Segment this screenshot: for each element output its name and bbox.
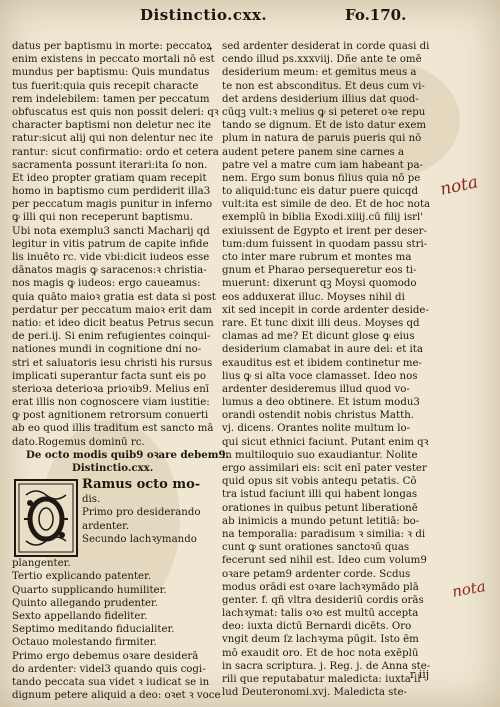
signature-mark: r iij — [410, 668, 430, 681]
list-line: Sexto appellando fideliter. — [12, 610, 148, 622]
text-line: orandi ostendit nobis christus Matth. — [222, 410, 414, 422]
text-line: vult:ita est simile de deo. Et de hoc nota — [222, 199, 431, 211]
initial-block — [12, 477, 232, 557]
text-line: ratur:sicut alij qui non delentur nec ite — [12, 133, 214, 145]
text-line: dānatos magis ꝙ saracenos:ꝛ christia- — [12, 265, 207, 277]
text-line: vngit deum ſz lachꝛyma pūgit. Isto ēm — [222, 634, 419, 646]
text-line: na temporalia: paradisum ꝛ similia: ꝛ di — [222, 528, 426, 540]
text-line: rili que reputabatur maledicta: iuxta il — [222, 674, 421, 685]
margin-note-2: nota — [450, 577, 487, 601]
text-line: muerunt: dixerunt qꝫ Moysi quomodo — [222, 278, 417, 290]
list-line: tando peccata sua videt ꝛ iudicat se in — [12, 676, 210, 688]
list-line: Quarto supplicando humiliter. — [12, 584, 167, 596]
initial-text-line: Ramus octo mo- — [82, 477, 201, 493]
text-line: sed ardenter desiderat in corde quasi di — [222, 41, 430, 52]
text-line: patre vel a matre cum iam habeant pa- — [222, 159, 423, 171]
text-line: deo: iuxta dictū Bernardi dicēts. Oro — [222, 621, 412, 633]
list-line: dignum petere aliquid a deo: oꝛet ꝛ voce — [12, 690, 221, 702]
text-line: legitur in vitis patrum de capite infide — [12, 238, 209, 250]
text-line: rantur: sicut confirmatio: ordo et cetera — [12, 146, 219, 158]
initial-text-line: Primo pro desiderando — [82, 507, 201, 519]
text-line: nos magis ꝙ iudeos: ergo caueamus: — [12, 278, 201, 290]
list-line: plangenter. — [12, 558, 71, 570]
right-column — [222, 40, 454, 699]
text-line: sacramenta possunt iterari:ita ſo non. — [12, 159, 208, 171]
text-line: qui sicut ethnici faciunt. Putant enim qꝛ — [222, 436, 429, 448]
text-line: lius ꝙ si alta voce clamasset. Ideo nos — [222, 370, 418, 382]
modes-list — [12, 557, 232, 702]
initial-text — [82, 477, 232, 546]
text-line: Ubi nota exemplu3 sancti Macharij qd — [12, 225, 210, 237]
list-line: Octauo molestando firmiter. — [12, 637, 157, 649]
text-line: dato.Rogemus dominū rc. — [12, 436, 145, 448]
chapter-heading: De octo modis quib9 oꝛare debem9. — [26, 448, 230, 461]
text-line: lumus a deo obtinere. Et istum modu3 — [222, 397, 420, 409]
list-line: do ardenter: videl3 quando quis cogi- — [12, 663, 206, 675]
text-line: ergo assimilari eis: scit enī pater vester — [222, 463, 427, 474]
text-line: tra istud faciunt illi qui habent longas — [222, 489, 418, 501]
text-line: exemplū in biblia Exodi.xiiij.cū filij isrl' — [222, 212, 424, 224]
initial-o-icon — [16, 481, 76, 555]
text-line: in multiloquio suo exaudiantur. Nolite — [222, 449, 418, 461]
folio-number: Fo.170. — [345, 6, 407, 24]
text-line: fecerunt sed nihil est. Ideo cum volum9 — [222, 555, 427, 567]
chapter-subheading: Distinctio.cxx. — [72, 462, 154, 474]
text-line: xit sed incepit in corde ardenter deside- — [222, 304, 429, 316]
text-line: datus per baptismu in morte: peccatoꝝ — [12, 41, 213, 52]
decorated-initial-o — [14, 479, 78, 557]
text-line: homo in baptismo cum perdiderit illa3 — [12, 186, 211, 198]
text-line: mundus per baptismu: Quis mundatus — [12, 67, 210, 79]
text-line: eos adduxerat illuc. Moyses nihil di — [222, 291, 405, 303]
text-line: det ardens desiderium illius dat quod- — [222, 93, 419, 105]
text-line: enim existens in peccato mortali nō est — [12, 54, 215, 66]
right-column-text — [222, 40, 454, 699]
text-line: erat illis non cognoscere viam iustitie: — [12, 397, 210, 409]
text-line: tando se dignum. Et de isto datur exem — [222, 120, 427, 132]
list-line: Tertio explicando patenter. — [12, 571, 152, 583]
text-line: ab inimicis a mundo petunt letitiā: bo- — [222, 515, 420, 527]
text-line: quid opus sit vobis antequ petatis. Cō — [222, 476, 417, 488]
text-line: sterioꝛa deterioꝛa prioꝛib9. Melius enī — [12, 383, 210, 395]
text-line: cūqꝫ vult:ꝛ melius ꝙ si peteret oꝛe repu — [222, 106, 426, 118]
text-line: exiuissent de Egypto et irent per deser- — [222, 225, 427, 237]
text-line: Et ideo propter gratiam quam recepit — [12, 172, 207, 184]
text-line: ꝙ illi qui non receperunt baptismu. — [12, 212, 193, 224]
text-line: audent petere panem sine carnes a — [222, 146, 405, 158]
text-line: te non est absconditus. Et deus cum vi- — [222, 80, 425, 92]
initial-text-line: ardenter. — [82, 520, 130, 532]
text-line: desiderium meum: et gemitus meus a — [222, 67, 417, 79]
text-line: de peri.ij. Si enim refugientes coinqui- — [12, 331, 211, 343]
initial-text-line: dis. — [82, 494, 101, 506]
text-line: natio: et ideo dicit beatus Petrus secun — [12, 317, 214, 329]
list-line: Quinto allegando prudenter. — [12, 597, 159, 609]
text-line: character baptismi non deletur nec ite — [12, 120, 212, 132]
text-line: quia quāto maioꝛ gratia est data si post — [12, 291, 216, 303]
left-column-text — [12, 40, 232, 449]
text-line: nem. Ergo sum bonus filius quia nō pe — [222, 172, 421, 184]
left-column — [12, 40, 232, 702]
text-line: in sacra scriptura. j. Reg. j. de Anna ste- — [222, 660, 431, 672]
text-line: mō exaudit oro. Et de hoc nota exēplū — [222, 647, 419, 659]
text-line: perdatur per peccatum maioꝛ erit dam — [12, 304, 212, 316]
text-line: clamas ad me? Et dicunt glose ꝙ eius — [222, 331, 415, 343]
initial-text-line: Secundo lachꝛymando — [82, 533, 197, 545]
text-line: to aliquid:tunc eis datur puere quicqd — [222, 186, 418, 198]
text-line: ꝙ post agnitionem retrorsum conuerti — [12, 410, 209, 422]
text-line: cendo illud ps.xxxviij. Dñe ante te omē — [222, 54, 422, 66]
text-line: nationes mundi in cognitione dni no- — [12, 344, 202, 356]
text-line: rare. Et tunc dixit illi deus. Moyses qd — [222, 317, 420, 329]
text-line: lis inuēto rc. vide vbi:dicit iudeos esse — [12, 252, 210, 263]
text-line: rem indelebilem: tamen per peccatum — [12, 93, 210, 105]
list-line: Septimo meditando fiducialiter. — [12, 624, 175, 636]
text-line: orationes in quibus petunt liberationē — [222, 502, 418, 514]
text-line: tus fuerit:quia quis recepit characte — [12, 80, 199, 92]
list-line: Primo ergo debemus oꝛare desiderā — [12, 650, 199, 662]
text-line: tum:dum fuissent in quodam passu stri- — [222, 238, 428, 250]
text-line: exauditus est et ibidem continetur me- — [222, 357, 422, 369]
text-line: lud Deuteronomi.xvj. Maledicta ste- — [222, 687, 407, 699]
text-line: cunt ꝙ sunt orationes sanctoꝛū quas — [222, 542, 410, 554]
text-line: ab eo quod illis traditum est sancto mā — [12, 423, 214, 435]
text-line: obfuscatus est quis non possit deleri: qꝛ — [12, 106, 219, 118]
text-line: oꝛare petam9 ardenter corde. Scdus — [222, 568, 411, 580]
text-line: plum in natura de paruis pueris qui nō — [222, 133, 422, 145]
margin-note-1: nota — [438, 172, 480, 200]
text-line: genter. f. qñ vltra desideriū cordis orās — [222, 594, 424, 606]
running-title: Distinctio.cxx. — [140, 6, 268, 24]
text-line: cto inter mare rubrum et montes ma — [222, 252, 412, 263]
text-line: implicati superantur facta sunt eis po — [12, 370, 206, 382]
page-header — [0, 6, 500, 32]
text-line: lachꝛymat: talis oꝛo est multū accepta — [222, 608, 419, 620]
text-line: vj. dicens. Orantes nolite multum lo- — [222, 423, 411, 435]
text-line: ardenter desideremus illud quod vo- — [222, 383, 410, 395]
text-line: gnum et Pharao persequeretur eos ti- — [222, 265, 417, 277]
text-line: modus orādi est oꝛare lachꝛymādo plā — [222, 581, 419, 593]
text-line: per peccatum magis punitur in inferno — [12, 199, 213, 211]
text-line: desiderium clamabat in aure dei: et ita — [222, 344, 423, 356]
text-line: stri et saluatoris iesu christi his rursus — [12, 357, 213, 369]
